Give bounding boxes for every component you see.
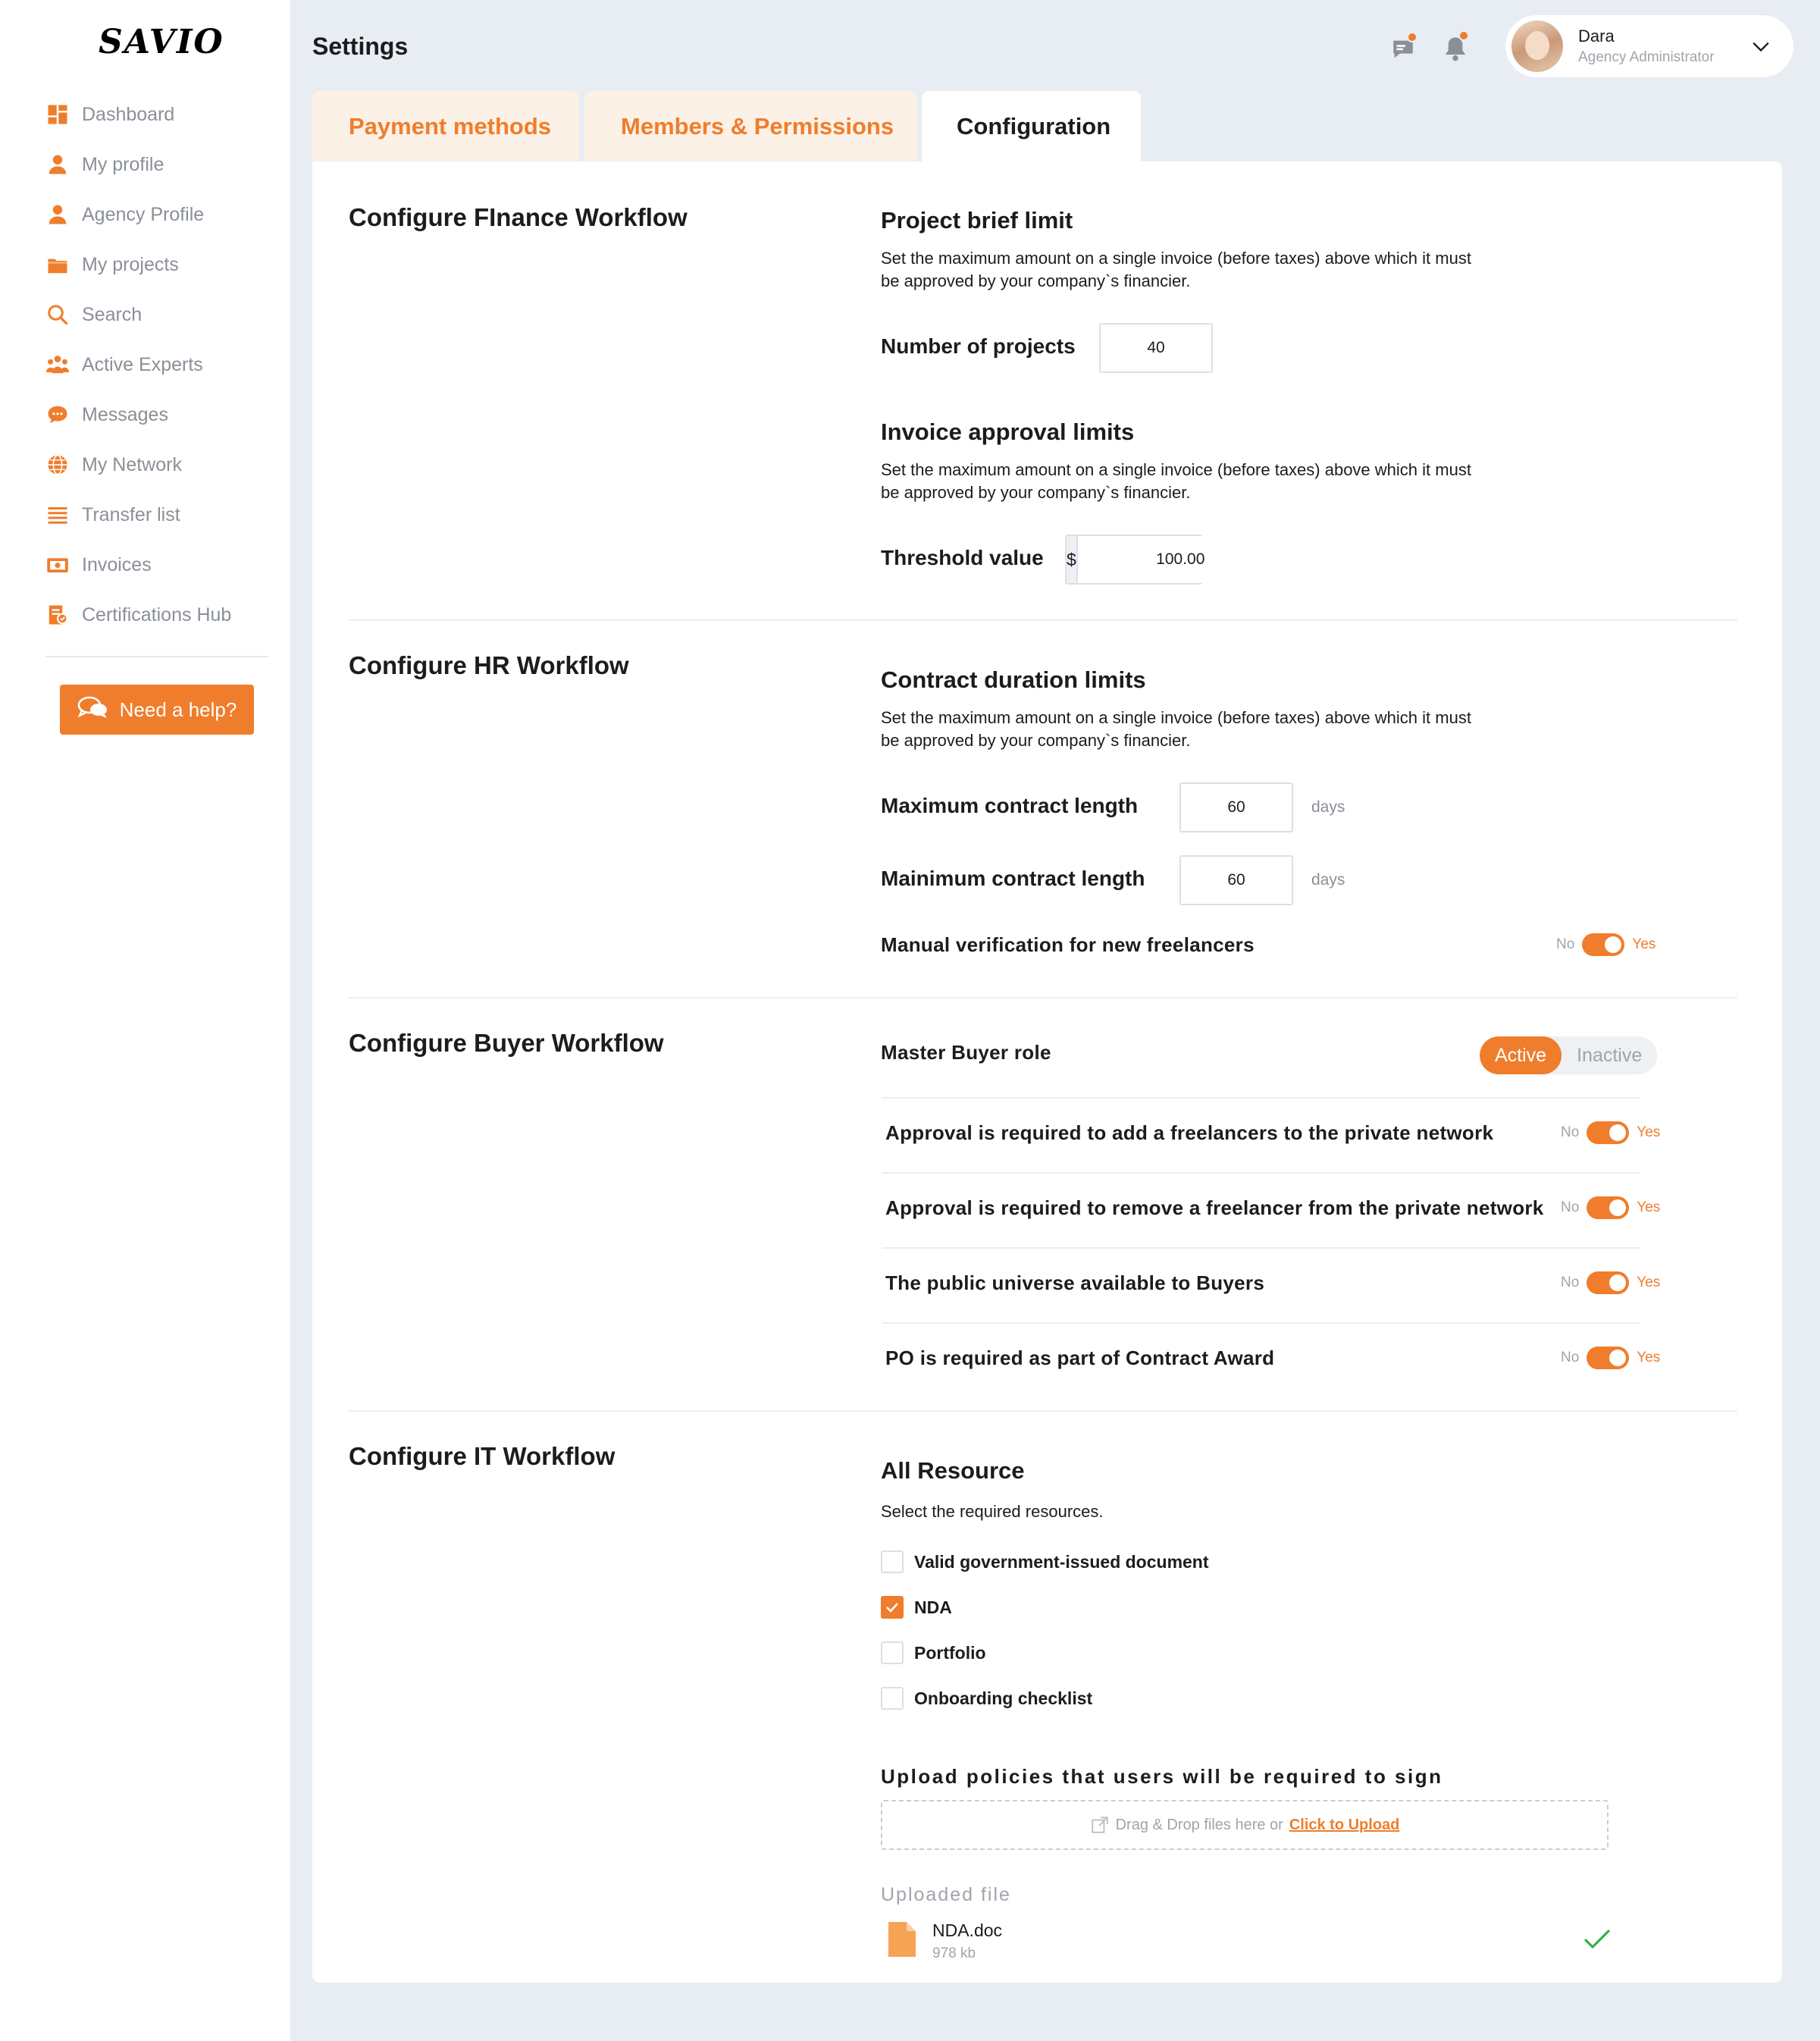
uploaded-file-size: 978 kb <box>932 1945 976 1961</box>
sidebar-item-agency-profile[interactable] <box>45 190 273 240</box>
resource-checkbox-row-onboarding[interactable] <box>881 1687 1092 1710</box>
master-buyer-segmented-control <box>1480 1036 1657 1074</box>
threshold-field <box>1065 535 1202 585</box>
buyer-rule-toggle-add[interactable] <box>1587 1121 1629 1144</box>
sidebar-item-label: Invoices <box>82 553 152 575</box>
configuration-card <box>312 161 1782 1983</box>
file-dropzone[interactable] <box>881 1800 1609 1850</box>
avatar <box>1511 20 1563 72</box>
checkbox-label: NDA <box>914 1597 952 1617</box>
sidebar-item-label: My Network <box>82 453 182 475</box>
row-divider <box>882 1322 1640 1324</box>
threshold-value-input[interactable] <box>1078 536 1283 583</box>
contract-duration-title: Contract duration limits <box>881 666 1146 693</box>
dropzone-text: Drag & Drop files here or <box>1115 1816 1283 1833</box>
sidebar-divider <box>45 656 268 657</box>
tab-configuration[interactable]: Configuration <box>922 91 1141 162</box>
sidebar-item-dashboard[interactable] <box>45 89 273 140</box>
row-divider <box>882 1097 1640 1099</box>
manual-verification-toggle-group <box>1556 933 1656 956</box>
min-contract-unit: days <box>1311 871 1345 889</box>
invoice-approval-title: Invoice approval limits <box>881 419 1135 445</box>
folder-icon <box>45 252 70 277</box>
sidebar-item-certifications-hub[interactable] <box>45 590 273 640</box>
min-contract-length-input[interactable] <box>1179 855 1293 905</box>
user-role: Agency Administrator <box>1578 49 1715 65</box>
notification-dot <box>1458 30 1469 41</box>
upload-icon <box>1090 1815 1110 1835</box>
need-help-button[interactable] <box>60 685 254 735</box>
currency-prefix: $ <box>1067 536 1078 583</box>
toggle-yes-label: Yes <box>1637 1199 1661 1215</box>
buyer-rule-toggle-group <box>1561 1347 1660 1369</box>
buyer-rule-toggle-po[interactable] <box>1587 1347 1629 1369</box>
invoice-approval-description: Set the maximum amount on a single invoice (before taxes) above which it must be approved by your company`s financier. <box>881 460 1471 502</box>
buyer-rule-label-po: PO is required as part of Contract Award <box>885 1347 1275 1369</box>
user-name: Dara <box>1578 27 1615 45</box>
click-to-upload-link[interactable]: Click to Upload <box>1289 1816 1400 1833</box>
dashboard-icon <box>45 102 70 127</box>
sidebar-item-label: My projects <box>82 253 179 275</box>
invoice-icon <box>45 553 70 577</box>
master-buyer-active-option[interactable]: Active <box>1480 1036 1562 1074</box>
buyer-rule-toggle-group <box>1561 1271 1660 1294</box>
toggle-yes-label: Yes <box>1637 1124 1661 1140</box>
sidebar-item-label: Agency Profile <box>82 203 205 225</box>
buyer-rule-toggle-remove[interactable] <box>1587 1196 1629 1219</box>
sidebar-item-label: Transfer list <box>82 503 180 525</box>
chevron-down-icon[interactable] <box>1751 36 1771 56</box>
toggle-yes-label: Yes <box>1637 1350 1661 1365</box>
checkbox[interactable] <box>881 1596 904 1619</box>
sidebar-item-search[interactable] <box>45 290 273 340</box>
sidebar-item-label: Dashboard <box>82 103 175 125</box>
toggle-no-label: No <box>1561 1199 1580 1215</box>
search-icon <box>45 303 70 327</box>
manual-verification-toggle[interactable] <box>1582 933 1624 956</box>
page-title: Settings <box>312 33 409 60</box>
sidebar-item-messages[interactable] <box>45 390 273 440</box>
buyer-rule-toggle-public[interactable] <box>1587 1271 1629 1294</box>
user-icon <box>45 152 70 177</box>
users-icon <box>45 353 70 377</box>
checkmark-icon <box>885 1600 900 1615</box>
resource-checkbox-row-nda[interactable] <box>881 1596 952 1619</box>
sidebar-item-label: Search <box>82 303 143 325</box>
section-divider <box>349 997 1737 999</box>
number-of-projects-input[interactable] <box>1099 323 1213 373</box>
need-help-label: Need a help? <box>119 698 237 721</box>
master-buyer-inactive-option[interactable]: Inactive <box>1577 1044 1643 1066</box>
globe-icon <box>45 453 70 477</box>
manual-verification-label: Manual verification for new freelancers <box>881 933 1255 956</box>
uploaded-file-title: Uploaded file <box>881 1884 1011 1905</box>
row-divider <box>882 1172 1640 1174</box>
sidebar-item-my-network[interactable] <box>45 440 273 490</box>
buyer-rule-label-remove: Approval is required to remove a freelancer from the private network <box>885 1196 1544 1219</box>
min-contract-length-label: Mainimum contract length <box>881 867 1145 890</box>
checkbox-label: Onboarding checklist <box>914 1688 1093 1708</box>
sidebar-item-transfer-list[interactable] <box>45 490 273 540</box>
number-of-projects-label: Number of projects <box>881 334 1076 358</box>
sidebar-item-label: Certifications Hub <box>82 604 232 625</box>
finance-section-title: Configure FInance Workflow <box>349 203 688 231</box>
user-icon <box>45 202 70 227</box>
resource-checkbox-row-portfolio[interactable] <box>881 1641 986 1664</box>
section-divider <box>349 619 1737 621</box>
row-divider <box>882 1247 1640 1249</box>
tab-members-permissions[interactable]: Members & Permissions <box>584 91 917 162</box>
buyer-rule-label-add: Approval is required to add a freelancers to the private network <box>885 1121 1494 1144</box>
checkbox[interactable] <box>881 1641 904 1664</box>
buyer-section-title: Configure Buyer Workflow <box>349 1029 664 1057</box>
upload-policies-title: Upload policies that users will be required to sign <box>881 1765 1443 1788</box>
notification-dot <box>1407 32 1417 42</box>
max-contract-length-label: Maximum contract length <box>881 794 1139 817</box>
checkbox-label: Portfolio <box>914 1642 986 1663</box>
buyer-rule-toggle-group <box>1561 1196 1660 1219</box>
sidebar-item-invoices[interactable] <box>45 540 273 590</box>
all-resource-title: All Resource <box>881 1457 1025 1484</box>
buyer-rule-label-public: The public universe available to Buyers <box>885 1271 1265 1294</box>
list-icon <box>45 503 70 527</box>
buyer-rule-toggle-group <box>1561 1121 1660 1144</box>
sidebar-item-label: Messages <box>82 403 168 425</box>
toggle-no-label: No <box>1561 1124 1580 1140</box>
checkbox[interactable] <box>881 1687 904 1710</box>
uploaded-file-name: NDA.doc <box>932 1920 1003 1940</box>
checkbox[interactable] <box>881 1550 904 1573</box>
sidebar-item-active-experts[interactable] <box>45 340 273 390</box>
toggle-no-label: No <box>1561 1274 1580 1290</box>
toggle-no-label: No <box>1561 1350 1580 1365</box>
file-doc-icon <box>888 1922 916 1961</box>
certificate-icon <box>45 603 70 627</box>
threshold-value-label: Threshold value <box>881 546 1044 569</box>
sidebar-item-my-projects[interactable] <box>45 240 273 290</box>
section-divider <box>349 1410 1737 1412</box>
bell-icon[interactable] <box>1440 32 1471 62</box>
tab-payment-methods[interactable]: Payment methods <box>312 91 579 162</box>
it-section-title: Configure IT Workflow <box>349 1442 616 1470</box>
toggle-no-label: No <box>1556 936 1575 952</box>
uploaded-file-info <box>932 1920 1002 1962</box>
toggle-yes-label: Yes <box>1637 1274 1661 1290</box>
resource-checkbox-row-government-doc[interactable] <box>881 1550 1209 1573</box>
max-contract-length-input[interactable] <box>1179 782 1293 832</box>
app-logo[interactable]: SAVIO <box>99 23 224 61</box>
sidebar-item-my-profile[interactable] <box>45 140 273 190</box>
project-brief-title: Project brief limit <box>881 207 1073 234</box>
project-brief-description: Set the maximum amount on a single invoice (before taxes) above which it must be approved by your company`s financier. <box>881 249 1471 290</box>
user-menu[interactable] <box>1505 15 1793 77</box>
sidebar-item-label: Active Experts <box>82 353 203 375</box>
max-contract-unit: days <box>1311 798 1345 816</box>
checkbox-label: Valid government-issued document <box>914 1551 1209 1572</box>
contract-duration-description: Set the maximum amount on a single invoice (before taxes) above which it must be approved by your company`s financier. <box>881 708 1471 750</box>
sidebar-item-label: My profile <box>82 153 164 175</box>
hr-section-title: Configure HR Workflow <box>349 651 629 679</box>
sidebar-nav <box>45 89 273 640</box>
chat-icon <box>45 403 70 427</box>
chat-bubbles-icon <box>77 695 109 725</box>
chat-notification-icon[interactable] <box>1389 33 1419 64</box>
all-resource-description: Select the required resources. <box>881 1502 1104 1521</box>
toggle-yes-label: Yes <box>1632 936 1656 952</box>
upload-success-check-icon <box>1583 1928 1612 1955</box>
master-buyer-label: Master Buyer role <box>881 1041 1051 1064</box>
sidebar <box>0 0 290 2041</box>
